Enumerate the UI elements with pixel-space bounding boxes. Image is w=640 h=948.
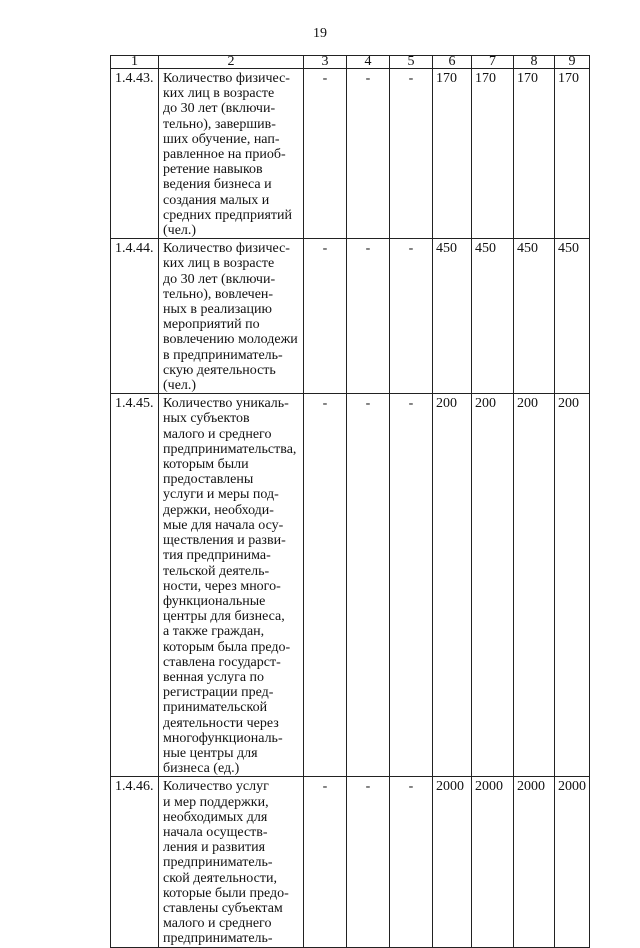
value-col-7: 170 [472, 69, 514, 239]
value-col-7: 2000 [472, 777, 514, 947]
description-line: ставлены субъектам [163, 900, 283, 916]
description-line: (чел.) [163, 223, 197, 239]
indicators-table [110, 55, 590, 948]
table-header-row [111, 56, 590, 69]
column-header: 2 [159, 56, 304, 69]
description-line: и мер поддержки, [163, 794, 269, 810]
description-line: равленное на приоб- [163, 147, 286, 163]
description-line: тельской деятель- [163, 563, 270, 579]
table-row [111, 777, 590, 947]
row-code: 1.4.45. [111, 394, 159, 777]
description-line: ности, через много- [163, 578, 281, 594]
value-col-6: 450 [433, 239, 472, 394]
description-line: ведения бизнеса и [163, 177, 272, 193]
column-header: 5 [390, 56, 433, 69]
description-line: ших обучение, нап- [163, 131, 280, 147]
description-line: ных в реализацию [163, 302, 272, 318]
description-line: мые для начала осу- [163, 517, 284, 533]
description-line: тельно), завершив- [163, 116, 276, 132]
value-col-3: - [304, 69, 347, 239]
description-line: начала осуществ- [163, 824, 268, 840]
description-line: необходимых для [163, 809, 268, 825]
value-col-5: - [390, 69, 433, 239]
column-header: 3 [304, 56, 347, 69]
description-line: средних предприятий [163, 207, 293, 223]
value-col-7: 200 [472, 394, 514, 777]
value-col-5: - [390, 777, 433, 947]
table-row [111, 394, 590, 777]
description-line: услуги и меры под- [163, 487, 279, 503]
description-line: Количество физичес- [163, 71, 290, 86]
description-line: принимательской [163, 700, 268, 716]
description-line: функциональные [163, 593, 266, 609]
description-line: которым были [163, 457, 249, 473]
row-code: 1.4.46. [111, 777, 159, 947]
description-line: тельно), вовлечен- [163, 286, 274, 302]
row-description [159, 69, 304, 239]
description-line: ставлена государст- [163, 654, 281, 670]
description-line: мероприятий по [163, 317, 260, 333]
description-line: Количество услуг [163, 779, 269, 795]
column-header: 9 [555, 56, 590, 69]
value-col-6: 200 [433, 394, 472, 777]
description-line: вовлечению молодежи [163, 332, 298, 348]
table-row [111, 69, 590, 239]
description-line: малого и среднего [163, 916, 272, 932]
column-header: 8 [514, 56, 555, 69]
description-line: многофункциональ- [163, 730, 283, 746]
description-line: до 30 лет (включи- [163, 101, 276, 117]
value-col-9: 200 [555, 394, 590, 777]
description-line: которым была предо- [163, 639, 291, 655]
description-line: предоставлены [163, 472, 254, 488]
row-description [159, 777, 304, 947]
value-col-9: 170 [555, 69, 590, 239]
value-col-5: - [390, 394, 433, 777]
description-line: ления и развития [163, 840, 266, 856]
value-col-8: 170 [514, 69, 555, 239]
row-description [159, 239, 304, 394]
value-col-4: - [347, 69, 390, 239]
column-header: 7 [472, 56, 514, 69]
description-line: ретение навыков [163, 162, 263, 178]
description-line: регистрации пред- [163, 685, 274, 701]
page-number: 19 [313, 26, 327, 41]
value-col-6: 170 [433, 69, 472, 239]
description-line: предприниматель- [163, 855, 273, 871]
row-code: 1.4.43. [111, 69, 159, 239]
value-col-9: 2000 [555, 777, 590, 947]
description-line: центры для бизнеса, [163, 609, 285, 625]
description-line: до 30 лет (включи- [163, 271, 276, 287]
value-col-3: - [304, 239, 347, 394]
description-line: малого и среднего [163, 426, 272, 442]
description-line: держки, необходи- [163, 502, 274, 518]
description-line: в предприниматель- [163, 347, 283, 363]
description-line: бизнеса (ед.) [163, 761, 240, 777]
value-col-8: 2000 [514, 777, 555, 947]
value-col-8: 200 [514, 394, 555, 777]
description-line: (чел.) [163, 378, 197, 394]
value-col-4: - [347, 239, 390, 394]
description-line: которые были предо- [163, 885, 289, 901]
description-line: ществления и разви- [163, 533, 286, 549]
description-line: Количество уникаль- [163, 396, 289, 412]
value-col-8: 450 [514, 239, 555, 394]
table-row [111, 239, 590, 394]
value-col-9: 450 [555, 239, 590, 394]
column-header: 1 [111, 56, 159, 69]
value-col-3: - [304, 777, 347, 947]
description-line: а также граждан, [163, 624, 265, 640]
value-col-5: - [390, 239, 433, 394]
description-line: тия предпринима- [163, 548, 271, 564]
description-line: скую деятельность [163, 362, 276, 378]
description-line: ской деятельности, [163, 870, 277, 886]
value-col-7: 450 [472, 239, 514, 394]
description-line: предприниматель- [163, 931, 273, 947]
description-line: ких лиц в возрасте [163, 256, 275, 272]
row-code: 1.4.44. [111, 239, 159, 394]
column-header: 6 [433, 56, 472, 69]
description-line: создания малых и [163, 192, 270, 208]
description-line: ких лиц в возрасте [163, 86, 275, 102]
row-description [159, 394, 304, 777]
description-line: венная услуга по [163, 669, 265, 685]
value-col-4: - [347, 777, 390, 947]
value-col-4: - [347, 394, 390, 777]
value-col-6: 2000 [433, 777, 472, 947]
description-line: Количество физичес- [163, 241, 290, 257]
description-line: ные центры для [163, 745, 258, 761]
value-col-3: - [304, 394, 347, 777]
column-header: 4 [347, 56, 390, 69]
description-line: деятельности через [163, 715, 279, 731]
description-line: предпринимательства, [163, 441, 297, 457]
description-line: ных субъектов [163, 411, 250, 427]
